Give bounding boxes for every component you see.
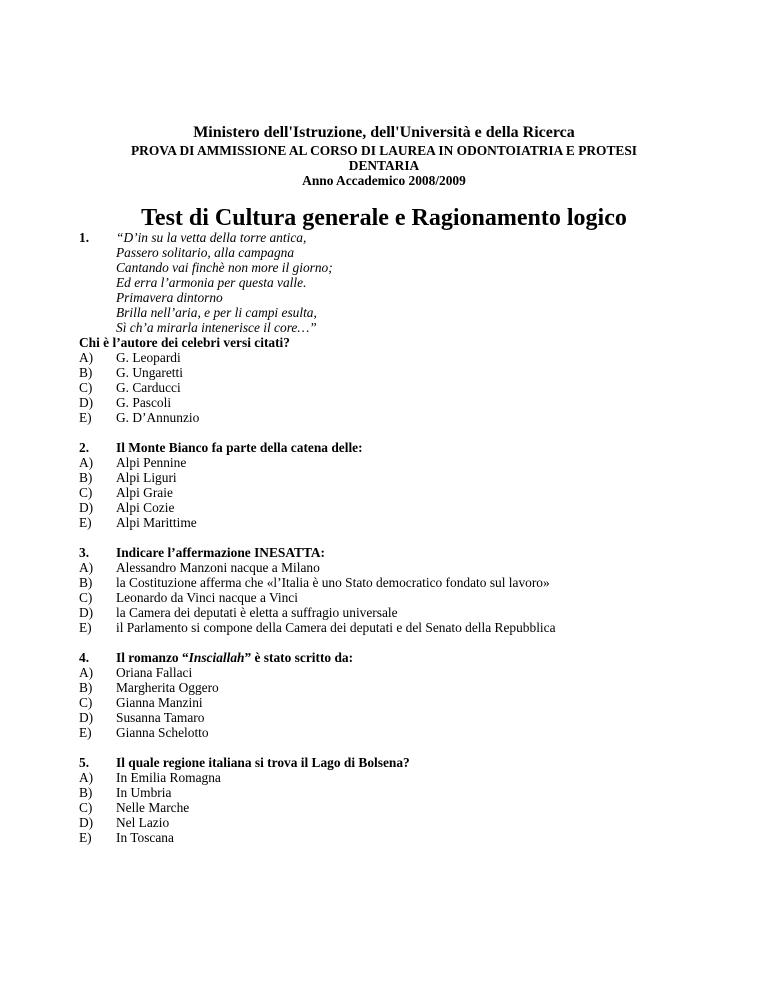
answer-option (79, 350, 699, 365)
verse-line: Ed erra l’armonia per questa valle. (116, 275, 307, 290)
verse-line: Passero solitario, alla campagna (116, 245, 295, 260)
option-text: G. Carducci (116, 380, 181, 395)
option-text: In Toscana (116, 830, 174, 845)
option-text: In Emilia Romagna (116, 770, 221, 785)
option-text: Alpi Marittime (116, 515, 197, 530)
option-text: G. Leopardi (116, 350, 181, 365)
option-letter: A) (79, 665, 94, 680)
answer-option (79, 725, 699, 740)
answer-option (79, 560, 699, 575)
stem-before: Il romanzo “ (116, 650, 189, 665)
answer-option (79, 590, 699, 605)
option-text: la Camera dei deputati è eletta a suffragio universale (116, 605, 398, 620)
verse-line: Sì ch’a mirarla intenerisce il core…” (116, 320, 317, 335)
academic-year: Anno Accademico 2008/2009 (302, 173, 466, 188)
option-letter: E) (79, 410, 92, 425)
option-text: Alpi Liguri (116, 470, 177, 485)
option-letter: C) (79, 380, 93, 395)
option-text: Alessandro Manzoni nacque a Milano (116, 560, 320, 575)
verse-line: Cantando vai finchè non more il giorno; (116, 260, 333, 275)
option-text: Alpi Pennine (116, 455, 187, 470)
option-text: Oriana Fallaci (116, 665, 193, 680)
option-letter: E) (79, 725, 92, 740)
option-text: Alpi Graie (116, 485, 173, 500)
exam-title-line-2: DENTARIA (348, 158, 420, 173)
option-letter: A) (79, 455, 94, 470)
answer-option (79, 710, 699, 725)
answer-option (79, 680, 699, 695)
answer-option (79, 455, 699, 470)
question-3 (79, 545, 699, 635)
option-text: Nelle Marche (116, 800, 190, 815)
question-2 (79, 440, 699, 530)
option-text: G. D’Annunzio (116, 410, 200, 425)
answer-option (79, 500, 699, 515)
option-letter: B) (79, 575, 93, 590)
option-letter: E) (79, 830, 92, 845)
option-letter: B) (79, 365, 93, 380)
answer-option (79, 695, 699, 710)
option-letter: D) (79, 605, 94, 620)
question-number: 3. (79, 545, 90, 560)
answer-option (79, 830, 699, 845)
option-letter: A) (79, 770, 94, 785)
question-number: 4. (79, 650, 90, 665)
question-stem: Indicare l’affermazione INESATTA: (116, 545, 326, 560)
option-text: Leonardo da Vinci nacque a Vinci (116, 590, 298, 605)
verse-line: Primavera dintorno (116, 290, 223, 305)
option-text: Gianna Schelotto (116, 725, 209, 740)
verse-line: “D’in su la vetta della torre antica, (116, 230, 307, 245)
option-letter: D) (79, 815, 94, 830)
option-text: Susanna Tamaro (116, 710, 205, 725)
option-text: In Umbria (116, 785, 172, 800)
option-letter: D) (79, 500, 94, 515)
exam-title-line-1: PROVA DI AMMISSIONE AL CORSO DI LAUREA IN ODONTOIATRIA E PROTESI (131, 143, 637, 158)
ministry-title: Ministero dell'Istruzione, dell'Università e della Ricerca (193, 124, 575, 141)
option-text: Gianna Manzini (116, 695, 203, 710)
option-letter: A) (79, 560, 94, 575)
answer-option (79, 365, 699, 380)
option-letter: D) (79, 710, 94, 725)
option-letter: C) (79, 800, 93, 815)
option-letter: C) (79, 590, 93, 605)
option-letter: C) (79, 695, 93, 710)
question-stem: Chi è l’autore dei celebri versi citati? (79, 335, 290, 350)
option-text: G. Ungaretti (116, 365, 183, 380)
option-text: la Costituzione afferma che «l’Italia è uno Stato democratico fondato sul lavoro» (116, 575, 550, 590)
answer-option (79, 800, 699, 815)
answer-option (79, 665, 699, 680)
option-letter: B) (79, 680, 93, 695)
question-1 (79, 230, 699, 425)
option-text: G. Pascoli (116, 395, 172, 410)
option-letter: A) (79, 350, 94, 365)
answer-option (79, 770, 699, 785)
answer-option (79, 470, 699, 485)
answer-option (79, 485, 699, 500)
verse-line: Brilla nell’aria, e per li campi esulta, (116, 305, 317, 320)
questions-list (79, 230, 699, 860)
option-letter: B) (79, 470, 93, 485)
answer-option (79, 395, 699, 410)
stem-after: ” è stato scritto da: (244, 650, 354, 665)
answer-option (79, 605, 699, 620)
question-stem: Il Monte Bianco fa parte della catena delle: (116, 440, 363, 455)
question-number: 1. (79, 230, 90, 245)
answer-option (79, 815, 699, 830)
question-number: 5. (79, 755, 90, 770)
question-stem: Il quale regione italiana si trova il Lago di Bolsena? (116, 755, 410, 770)
answer-option (79, 620, 699, 635)
option-text: Nel Lazio (116, 815, 170, 830)
test-title: Test di Cultura generale e Ragionamento logico (141, 205, 627, 231)
option-letter: E) (79, 515, 92, 530)
option-text: Margherita Oggero (116, 680, 219, 695)
answer-option (79, 515, 699, 530)
answer-option (79, 410, 699, 425)
option-letter: C) (79, 485, 93, 500)
document-header (0, 124, 768, 188)
novel-title: Insciallah (188, 650, 245, 665)
question-4 (79, 650, 699, 740)
answer-option (79, 575, 699, 590)
answer-option (79, 785, 699, 800)
option-letter: B) (79, 785, 93, 800)
option-letter: E) (79, 620, 92, 635)
option-text: Alpi Cozie (116, 500, 175, 515)
answer-option (79, 380, 699, 395)
option-letter: D) (79, 395, 94, 410)
option-text: il Parlamento si compone della Camera dei deputati e del Senato della Repubblica (116, 620, 556, 635)
question-stem (116, 650, 353, 665)
question-number: 2. (79, 440, 90, 455)
question-5 (79, 755, 699, 845)
